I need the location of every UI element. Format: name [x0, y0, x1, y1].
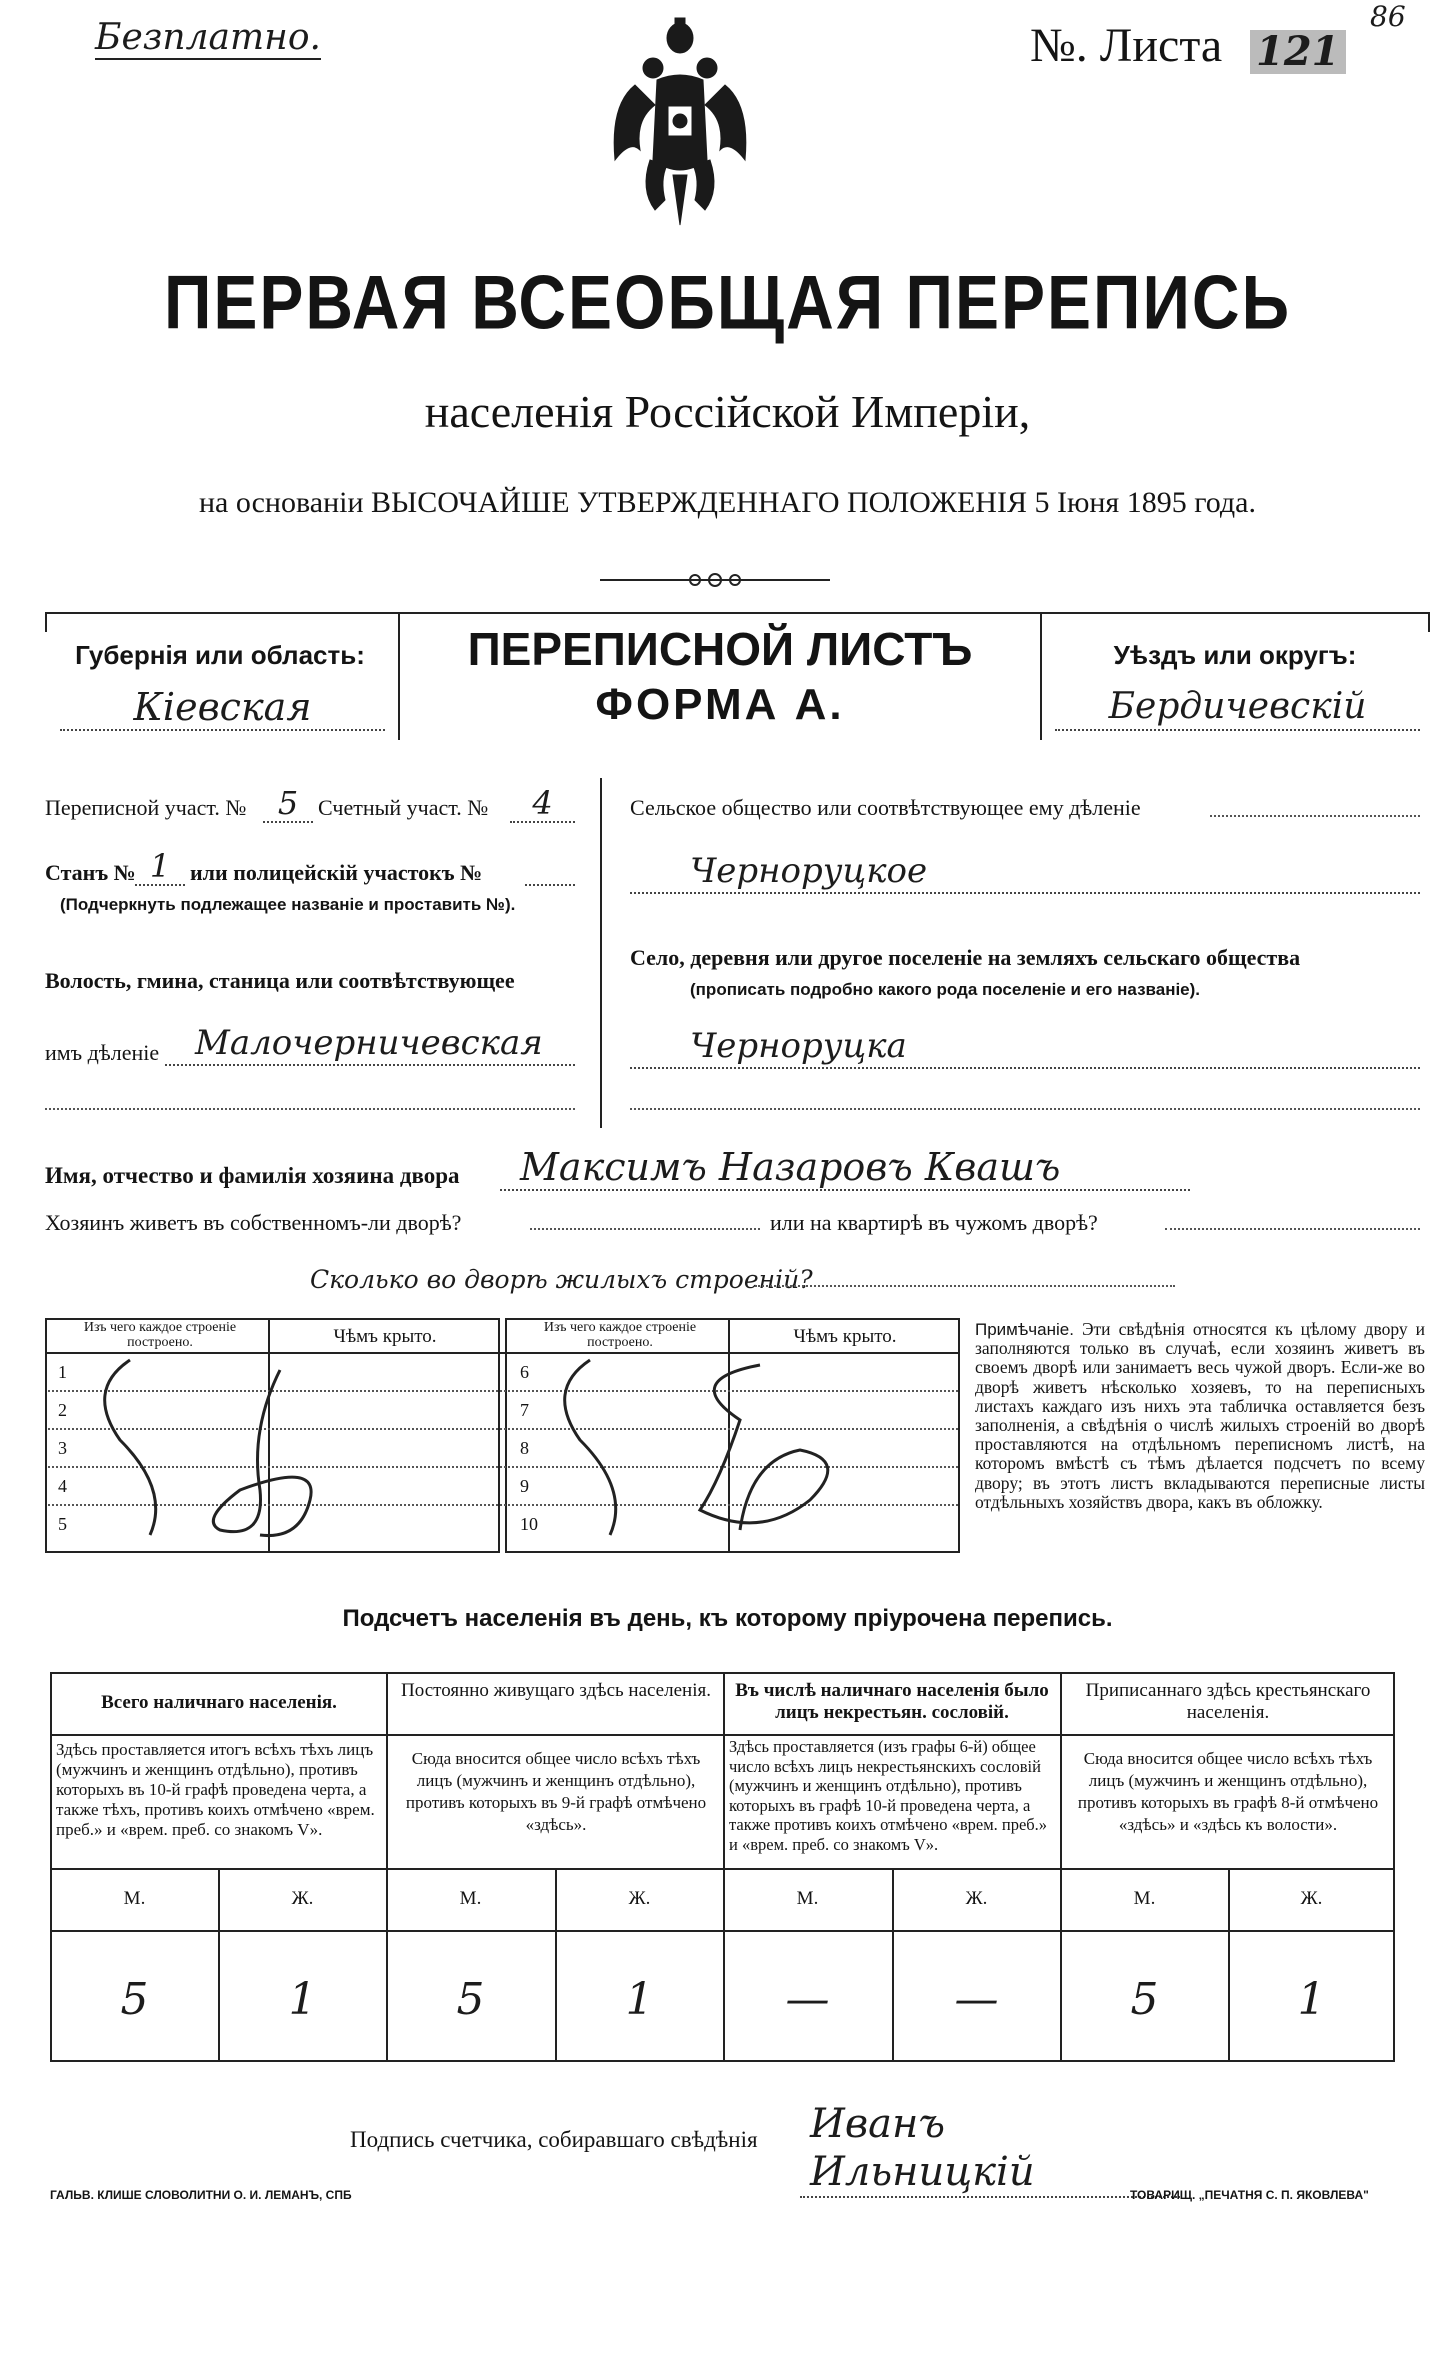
- count-district-label: Счетный участ. №: [318, 795, 489, 820]
- guberniya-value: Кіевская: [60, 685, 385, 731]
- note-block: [975, 1320, 1425, 1512]
- note-text: Эти свѣдѣнія относятся къ цѣлому двору и заполняются только въ случаѣ, если хозяинъ живетъ въ своемъ дворѣ или занимаетъ весь чужой дворъ. Если-же во дворѣ живетъ нѣсколько хозяевъ, то на переписныхъ листахъ каждаго изъ нихъ эта табличка оставляется безъ заполненія, а свѣдѣнія о числѣ жилыхъ строеній во дворѣ проставляются на отдѣльномъ переписномъ листѣ, на которомъ вмѣстѣ съ тѣмъ дѣлается подсчетъ по всему двору; въ этотъ листъ вкладываются переписные листы отдѣльныхъ хозяйствъ двора, какъ въ обложку.: [975, 1319, 1426, 1512]
- row-number: 2: [58, 1400, 67, 1420]
- col4-title: Приписаннаго здѣсь крестьянскаго населенія.: [1085, 1680, 1371, 1723]
- col-roof-left: Чѣмъ крыто.: [333, 1326, 437, 1347]
- row-number: 5: [58, 1514, 67, 1534]
- note-heading: Примѣчаніе.: [975, 1320, 1074, 1339]
- col1-f-label: Ж.: [291, 1888, 314, 1909]
- free-label: Безплатно.: [95, 17, 321, 58]
- form-letter: ФОРМА А.: [595, 680, 845, 729]
- col3-m-label: М.: [796, 1888, 819, 1909]
- buildings-question: Сколько во дворѣ жилыхъ строеній?: [310, 1265, 813, 1294]
- count-district-value: 4: [510, 785, 575, 823]
- population-heading: Подсчетъ населенія въ день, къ которому пріурочена перепись.: [342, 1605, 1113, 1632]
- guberniya-label: Губернія или область:: [75, 640, 365, 670]
- stan-label: Станъ №: [45, 860, 136, 885]
- village-label: Село, деревня или другое поселеніе на земляхъ сельскаго общества: [630, 945, 1301, 970]
- uezd-label: Уѣздъ или округъ:: [1113, 640, 1357, 670]
- row-number: 9: [520, 1476, 529, 1496]
- row-number: 7: [520, 1400, 529, 1420]
- strike-scribble: [550, 1340, 930, 1550]
- col4-m-label: М.: [1133, 1888, 1156, 1909]
- col1-f-value: 1: [288, 1974, 317, 2025]
- subtitle: населенія Россійской Имперіи,: [424, 386, 1031, 437]
- col-material-left: Изъ чего каждое строеніе построено.: [83, 1320, 237, 1350]
- main-title: ПЕРВАЯ ВСЕОБЩАЯ ПЕРЕПИСЬ: [163, 259, 1292, 345]
- underline-note: (Подчеркнуть подлежащее названіе и проставить №).: [60, 895, 516, 914]
- police-label: или полицейскій участокъ №: [190, 860, 483, 885]
- col2-m-value: 5: [456, 1974, 485, 2025]
- society-label: Сельское общество или соотвѣтствующее ему дѣленіе: [630, 795, 1141, 820]
- col2-f-label: Ж.: [628, 1888, 651, 1909]
- strike-scribble: [90, 1340, 470, 1550]
- corner-mark: 86: [1370, 0, 1406, 33]
- row-number: 10: [520, 1514, 538, 1534]
- col3-title: Въ числѣ наличнаго населенія было лицъ некрестьян. сословій.: [735, 1680, 1049, 1723]
- col1-title: Всего наличнаго населенія.: [101, 1692, 337, 1713]
- col4-desc: Сюда вносится общее число всѣхъ тѣхъ лицъ (мужчинъ и женщинъ отдѣльно), противъ которыхъ въ графѣ 8-й отмѣчено «здѣсь» и «здѣсь къ волости».: [1077, 1749, 1379, 1834]
- ornament-divider: [600, 570, 830, 590]
- volost-value: Малочерничевская: [165, 1022, 575, 1066]
- col4-f-label: Ж.: [1300, 1888, 1323, 1909]
- col3-m-value: —: [785, 1974, 830, 2025]
- col3-f-label: Ж.: [965, 1888, 988, 1909]
- form-title: ПЕРЕПИСНОЙ ЛИСТЪ: [467, 623, 973, 675]
- signature-label: Подпись счетчика, собиравшаго свѣдѣнія: [350, 2127, 758, 2152]
- sheet-label: №. Листа: [1030, 19, 1223, 72]
- signature-value: Иванъ Ильницкій: [800, 2100, 1180, 2198]
- village-value: Черноруцка: [630, 1025, 1420, 1069]
- volost-label2: имъ дѣленіе: [45, 1040, 160, 1065]
- col4-m-value: 5: [1130, 1974, 1159, 2025]
- col4-f-value: 1: [1297, 1974, 1326, 2025]
- col3-desc: Здѣсь проставляется (изъ графы 6-й) общее число всѣхъ лицъ некрестьянскихъ сословій (мужчинъ и женщинъ отдѣльно), противъ которыхъ въ графѣ 10-й проведена черта, а также противъ коихъ отмѣчено «врем. преб.» и «врем. преб. со знакомъ V».: [729, 1737, 1048, 1854]
- col2-title: Постоянно живущаго здѣсь населенія.: [401, 1680, 711, 1701]
- sheet-number: 121: [1250, 30, 1346, 74]
- col1-m-label: М.: [123, 1888, 146, 1909]
- owner-name-value: Максимъ Назаровъ Квашъ: [500, 1145, 1190, 1191]
- row-number: 4: [58, 1476, 67, 1496]
- col-material-right: Изъ чего каждое строеніе построено.: [543, 1320, 697, 1350]
- census-district-label: Переписной участ. №: [45, 795, 247, 820]
- col2-desc: Сюда вносится общее число всѣхъ тѣхъ лицъ (мужчинъ и женщинъ отдѣльно), противъ которыхъ въ 9-й графѣ отмѣчено «здѣсь».: [405, 1749, 707, 1834]
- society-value: Черноруцкое: [630, 850, 1420, 894]
- col2-f-value: 1: [625, 1974, 654, 2025]
- footer-left: ГАЛЬВ. КЛИШЕ СЛОВОЛИТНИ О. И. ЛЕМАНЪ, СПБ: [50, 2188, 352, 2202]
- col-roof-right: Чѣмъ крыто.: [793, 1326, 897, 1347]
- col3-f-value: —: [954, 1974, 999, 2025]
- row-number: 8: [520, 1438, 529, 1458]
- col2-m-label: М.: [459, 1888, 482, 1909]
- uezd-value: Бердичевскій: [1055, 685, 1420, 731]
- census-district-value: 5: [263, 785, 313, 823]
- volost-label: Волость, гмина, станица или соотвѣтствующее: [45, 968, 515, 993]
- police-value: [525, 880, 575, 886]
- row-number: 6: [520, 1362, 529, 1382]
- footer-right: ТОВАРИЩ. „ПЕЧАТНЯ С. П. ЯКОВЛЕВА": [1130, 2188, 1369, 2202]
- col1-m-value: 5: [120, 1974, 149, 2025]
- village-note: (прописать подробно какого рода поселеніе и его названіе).: [690, 980, 1201, 999]
- lives-label: Хозяинъ живетъ въ собственномъ-ли дворѣ?: [45, 1210, 462, 1235]
- owner-name-label: Имя, отчество и фамилія хозяина двора: [45, 1163, 460, 1188]
- col1-desc: Здѣсь проставляется итогъ всѣхъ тѣхъ лицъ (мужчинъ и женщинъ отдѣльно), противъ которыхъ въ 10-й графѣ проведена черта, а также тѣхъ, противъ коихъ отмѣчено «врем. преб.» и «врем. преб. со знакомъ V».: [56, 1740, 375, 1839]
- basis-line: на основаніи ВЫСОЧАЙШЕ УТВЕРЖДЕННАГО ПОЛОЖЕНІЯ 5 Іюня 1895 года.: [199, 486, 1256, 519]
- row-number: 1: [58, 1362, 67, 1382]
- stan-value: 1: [135, 848, 185, 886]
- eagle-emblem-icon: [605, 10, 755, 235]
- row-number: 3: [58, 1438, 67, 1458]
- apartment-label: или на квартирѣ въ чужомъ дворѣ?: [770, 1210, 1098, 1235]
